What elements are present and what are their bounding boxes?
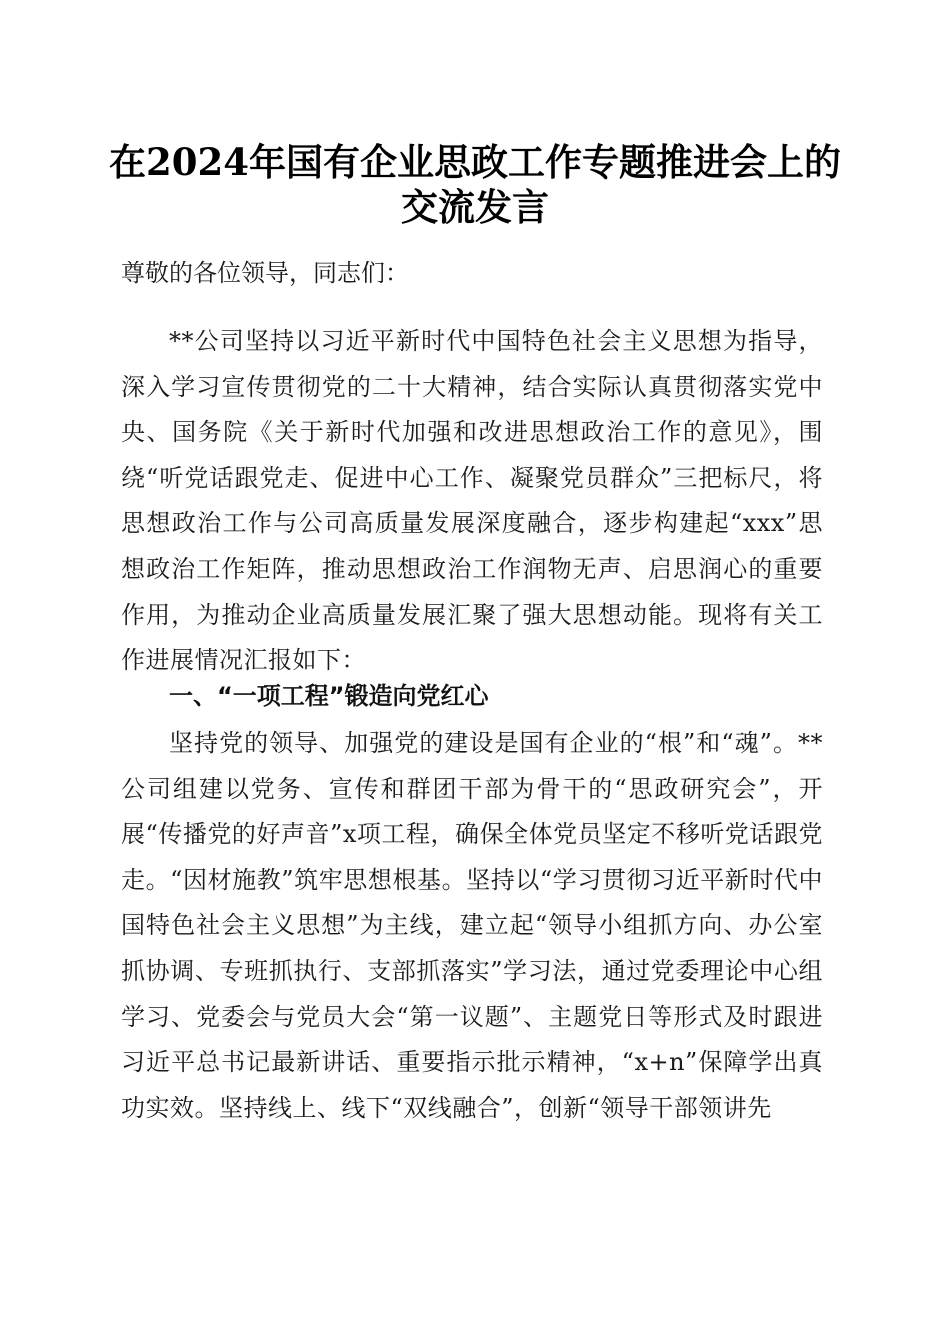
document-title-line-1: 在2024年国有企业思政工作专题推进会上的: [109, 140, 841, 184]
document-title-line-2: 交流发言: [401, 185, 549, 229]
paragraph-section-1: 坚持党的领导、加强党的建设是国有企业的“根”和“魂”。**公司组建以党务、宣传和群团干部为骨干的“思政研究会”，开展“传播党的好声音”x项工程，确保全体党员坚定不移听党话跟党走。“因材施教”筑牢思想根基。坚持以“学习贯彻习近平新时代中国特色社会主义思想”为主线，建立起“领导小组抓方向、办公室抓协调、专班抓执行、支部抓落实”学习法，通过党委理论中心组学习、党委会与党员大会“第一议题”、主题党日等形式及时跟进习近平总书记最新讲话、重要指示批示精神，“x+n”保障学出真功实效。坚持线上、线下“双线融合”，创新“领导干部领讲先: [121, 729, 823, 1122]
salutation: 尊敬的各位领导，同志们：: [121, 259, 409, 287]
section-heading-1: 一、“一项工程”锻造向党红心: [169, 682, 489, 710]
paragraph-intro: **公司坚持以习近平新时代中国特色社会主义思想为指导，深入学习宣传贯彻党的二十大精神，结合实际认真贯彻落实党中央、国务院《关于新时代加强和改进思想政治工作的意见》，围绕“听党话跟党走、促进中心工作、凝聚党员群众”三把标尺，将思想政治工作与公司高质量发展深度融合，逐步构建起“xxx”思想政治工作矩阵，推动思想政治工作润物无声、启思润心的重要作用，为推动企业高质量发展汇聚了强大思想动能。现将有关工作进展情况汇报如下：: [121, 327, 823, 675]
